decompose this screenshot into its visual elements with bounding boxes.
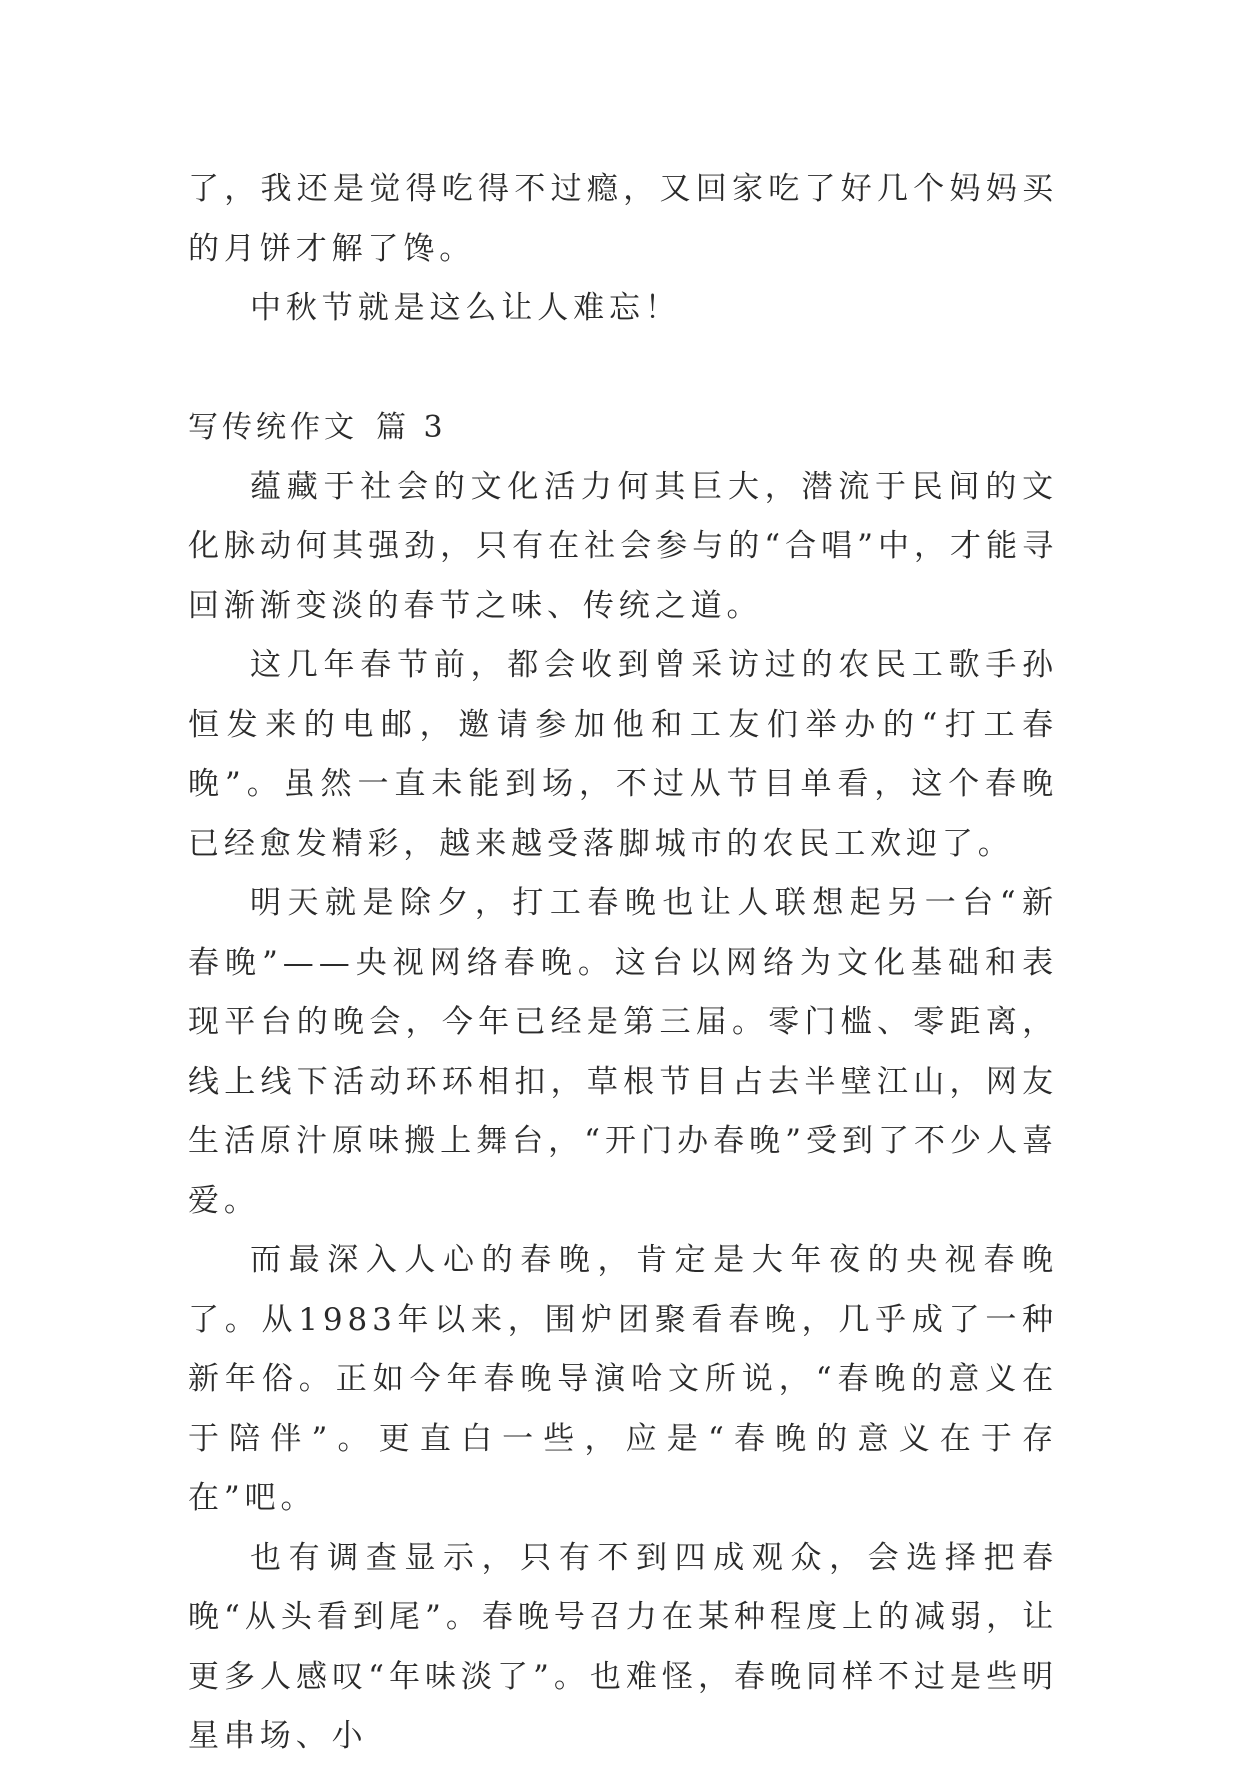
body-paragraph-3: 明天就是除夕，打工春晚也让人联想起另一台“新春晚”——央视网络春晚。这台以网络为文化基础和表现平台的晚会，今年已经是第三届。零门槛、零距离，线上线下活动环环相扣，草根节目占去半壁江山，网友生活原汁原味搬上舞台，“开门办春晚”受到了不少人喜爱。 [188,885,1058,1219]
closing-paragraph: 中秋节就是这么让人难忘！ [250,290,681,326]
section-title: 写传统作文 [188,410,358,445]
blank-line [188,339,1058,399]
section-number: 篇 3 [376,410,447,445]
document-body [188,160,1058,1767]
body-paragraph-5: 也有调查显示，只有不到四成观众，会选择把春晚“从头看到尾”。春晚号召力在某种程度上的减弱，让更多人感叹“年味淡了”。也难怪，春晚同样不过是些明星串场、小 [188,1539,1058,1754]
body-paragraph-2: 这几年春节前，都会收到曾采访过的农民工歌手孙恒发来的电邮，邀请参加他和工友们举办的“打工春晚”。虽然一直未能到场，不过从节目单看，这个春晚已经愈发精彩，越来越受落脚城市的农民工欢迎了。 [188,647,1058,862]
body-paragraph-1: 蕴藏于社会的文化活力何其巨大，潜流于民间的文化脉动何其强劲，只有在社会参与的“合唱”中，才能寻回渐渐变淡的春节之味、传统之道。 [188,468,1058,624]
section-heading [188,398,1058,458]
body-paragraph-4: 而最深入人心的春晚，肯定是大年夜的央视春晚了。从1983年以来，围炉团聚看春晚，几乎成了一种新年俗。正如今年春晚导演哈文所说，“春晚的意义在于陪伴”。更直白一些，应是“春晚的意义在于存在”吧。 [188,1242,1058,1516]
continuation-paragraph: 了，我还是觉得吃得不过瘾，又回家吃了好几个妈妈买的月饼才解了馋。 [188,171,1058,267]
